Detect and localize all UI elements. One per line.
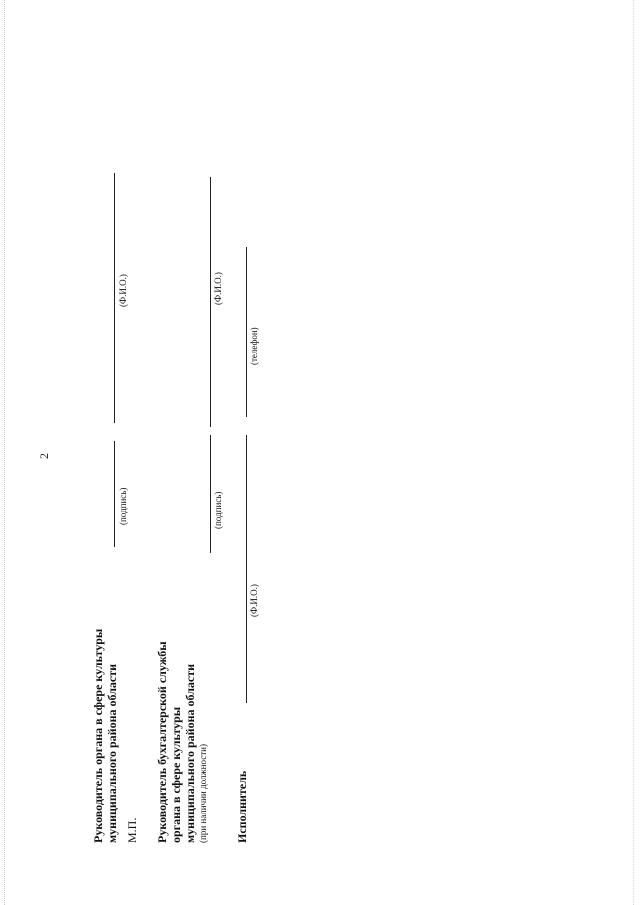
- head-culture-title-line2: муниципального района области: [105, 663, 119, 843]
- chief-accountant-name-line: [210, 177, 211, 427]
- head-culture-signature-line: [114, 441, 115, 547]
- chief-accountant-signature-line: [210, 435, 211, 553]
- head-culture-title-line1: Руководитель органа в сфере культуры: [91, 628, 105, 843]
- executor-name-line: [246, 435, 247, 703]
- head-culture-signature-caption: (подпись): [118, 487, 128, 525]
- stamp-label: М.П.: [125, 817, 139, 843]
- executor-name-caption: (Ф.И.О.): [249, 584, 259, 617]
- chief-accountant-signature-caption: (подпись): [213, 491, 223, 529]
- head-culture-name-line: [114, 173, 115, 423]
- executor-phone-line: [246, 247, 247, 417]
- page-number: 2: [37, 453, 51, 459]
- chief-accountant-title-line2: органа в сфере культуры: [169, 706, 183, 843]
- chief-accountant-note: (при наличии должности): [198, 744, 208, 843]
- chief-accountant-name-caption: (Ф.И.О.): [213, 272, 223, 305]
- executor-phone-caption: (телефон): [249, 327, 259, 365]
- executor-label: Исполнитель: [235, 770, 249, 843]
- head-culture-name-caption: (Ф.И.О.): [118, 274, 128, 307]
- chief-accountant-title-line1: Руководитель бухгалтерской службы: [155, 641, 169, 843]
- chief-accountant-title-line3: муниципального района области: [183, 663, 197, 843]
